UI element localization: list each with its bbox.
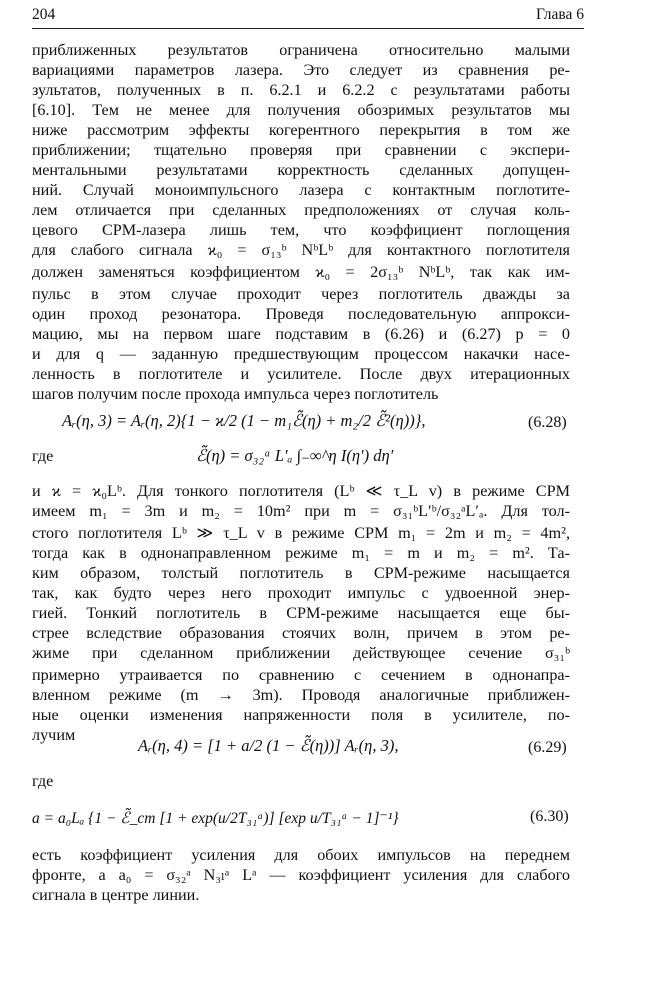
text-line: шагов получим после прохода импульса через поглотитель xyxy=(32,385,439,403)
text-line: есть коэффициент усиления для обоих импульсов на переднем xyxy=(32,846,570,864)
equation-number: (6.29) xyxy=(528,739,567,756)
equation-6-28: Aᵣ(η, 3) = Aᵣ(η, 2){1 − ϰ/2 (1 − m₁ℰ̃(η) + m₂/2 ℰ̃²(η))}, xyxy=(62,411,426,430)
text-line: так, как будто через него проходит импульс с удвоенной энер- xyxy=(32,584,570,602)
text-line: вленном режиме (m → 3m). Проводя аналогичные приближен- xyxy=(32,686,570,704)
text-line: гией. Тонкий поглотитель в CPM-режиме насыщается еще бы- xyxy=(32,604,570,622)
equation-number: (6.28) xyxy=(528,414,567,431)
running-header xyxy=(32,6,584,29)
text-line: тогда как в однонаправленном режиме m₁ = m и m₂ = m². Та- xyxy=(32,544,570,562)
equation-6-30: a = a₀Lₐ {1 − ℰ̃_ст [1 + exp(u/2T₃₁ᵃ)] [exp u/T₃₁ᵃ − 1]⁻¹} xyxy=(32,810,399,827)
text-line: стого поглотителя Lᵇ ≫ τ_L v в режиме CPM m₁ = 2m и m₂ = 4m², xyxy=(32,524,570,542)
text-line: сигнала в центре линии. xyxy=(32,886,200,904)
text-line: пульс в этом случае проходит через поглотитель дважды за xyxy=(32,285,570,303)
text-line: ким образом, толстый поглотитель в CPM-режиме насыщается xyxy=(32,564,570,582)
text-line: лем отличается при сделанных предположениях от случая коль- xyxy=(32,201,570,219)
text-line: примерно утраивается по сравнению с сечением в однонапра- xyxy=(32,666,570,684)
text-line: для слабого сигнала ϰ₀ = σ₁₃ᵇ NᵇLᵇ для контактного поглотителя xyxy=(32,241,570,259)
where-label: где xyxy=(32,447,54,465)
text-line: лучим xyxy=(32,726,76,744)
text-line: вариациями параметров лазера. Это следует из сравнения ре- xyxy=(32,61,570,79)
text-line: приближении; тщательно проверяя при сравнении с экспери- xyxy=(32,141,570,159)
text-line: стрее вследствие образования стоячих волн, причем в этом ре- xyxy=(32,624,570,642)
chapter-title: Глава 6 xyxy=(535,6,584,23)
equation-number: (6.30) xyxy=(530,808,569,825)
text-line: приближенных результатов ограничена относительно малыми xyxy=(32,41,570,59)
text-line: и ϰ = ϰ₀Lᵇ. Для тонкого поглотителя (Lᵇ ≪ τ_L v) в режиме CPM xyxy=(32,482,570,500)
text-line: ниже рассмотрим эффекты когерентного перекрытия в том же xyxy=(32,121,570,139)
text-line: имеем m₁ = 3m и m₂ = 10m² при m = σ₃₁ᵇL′ᵇ/σ₃₂ᵃL′ₐ. Для тол- xyxy=(32,502,570,520)
text-line: жиме при сделанном приближении действующее сечение σ₃₁ᵇ xyxy=(32,644,570,662)
text-line: ленность в поглотителе и усилителе. После двух итерационных xyxy=(32,365,570,383)
equation-6-29: Aᵣ(η, 4) = [1 + a/2 (1 − ℰ̃(η))] Aᵣ(η, 3), xyxy=(138,736,399,755)
text-line: зультатов, полученных в п. 6.2.1 и 6.2.2 с результатами работы xyxy=(32,81,570,99)
text-line: ные оценки изменения напряженности поля в усилителе, по- xyxy=(32,706,570,724)
text-line: и для q — заданную предшествующим процессом накачки насе- xyxy=(32,345,570,363)
text-line: цевого CPM-лазера лишь тем, что коэффициент поглощения xyxy=(32,221,570,239)
text-line: должен заменяться коэффициентом ϰ₀ = 2σ₁₃ᵇ NᵇLᵇ, так как им- xyxy=(32,263,570,281)
text-line: ментальными результатами корректность сделанных допущен- xyxy=(32,161,570,179)
equation-energy-integral: ℰ̃(η) = σ₃₂ᵃ L′ₐ ∫₋∞^η I(η′) dη′ xyxy=(196,446,394,465)
text-line: ний. Случай моноимпульсного лазера с контактным поглотите- xyxy=(32,181,570,199)
text-line: [6.10]. Тем не менее для получения обозримых результатов мы xyxy=(32,101,570,119)
text-line: один проход резонатора. Проведя последовательную аппрокси- xyxy=(32,305,570,323)
where-label: где xyxy=(32,772,54,790)
page-number: 204 xyxy=(32,6,56,23)
text-line: мацию, мы на первом шаге подставим в (6.26) и (6.27) p = 0 xyxy=(32,325,570,343)
text-line: фронте, а a₀ = σ₃₂ᵃ N₃ₗᵃ Lᵃ — коэффициент усиления для слабого xyxy=(32,866,570,884)
